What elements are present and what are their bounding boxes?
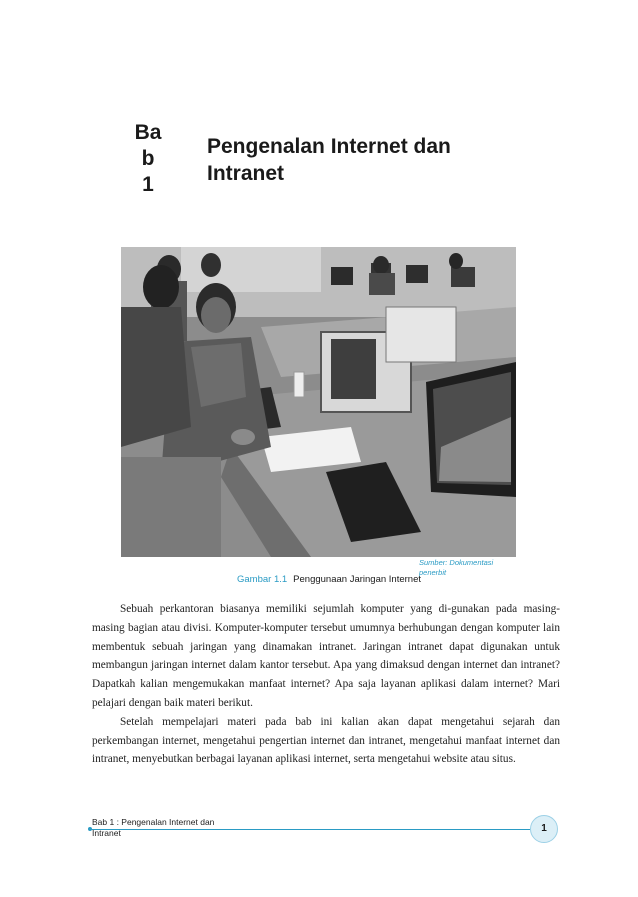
figure-source bbox=[419, 558, 519, 578]
body-text bbox=[92, 600, 560, 769]
figure-caption-text: Penggunaan Jaringan Internet bbox=[293, 574, 421, 585]
computer-lab-photo bbox=[121, 247, 516, 557]
chapter-label bbox=[128, 120, 168, 198]
chapter-title-line: Intranet bbox=[207, 162, 285, 185]
chapter-title-line: Pengenalan Internet dan bbox=[207, 135, 451, 158]
figure-caption bbox=[237, 574, 427, 586]
page-number: 1 bbox=[530, 815, 558, 843]
chapter-label-line: 1 bbox=[142, 173, 154, 196]
running-head-line: Bab 1 : Pengenalan Internet dan bbox=[92, 817, 215, 827]
chapter-label-line: Ba bbox=[134, 121, 162, 144]
running-head bbox=[92, 817, 282, 839]
chapter-label-line: b bbox=[141, 147, 155, 170]
paragraph: Sebuah perkantoran biasanya memiliki sejumlah komputer yang di-gunakan pada masing-masing bagian atau divisi. Komputer-komputer tersebut umumnya berhubungan dengan komputer lain membentuk sebuah jaringan yang dinamakan intranet. Jaringan intranet dapat digunakan untuk membangun jaringan internet dalam kantor tersebut. Apa yang dimaksud dengan internet dan intranet? Dapatkah kalian mengemukakan manfaat internet? Apa saja layanan aplikasi dalam internet? Mari pelajari dengan baik materi berikut. bbox=[92, 603, 560, 709]
figure-caption-number: Gambar 1.1 bbox=[237, 574, 288, 585]
figure-source-line: Sumber: Dokumentasi bbox=[419, 558, 494, 567]
chapter-title bbox=[207, 133, 537, 187]
paragraph: Setelah mempelajari materi pada bab ini kalian akan dapat mengetahui sejarah dan perkembangan internet, mengetahui pengertian internet dan intranet, mengetahui manfaat internet dan intranet, menyebutkan berbagai layanan aplikasi internet, serta mengetahui website atau situs. bbox=[92, 715, 560, 766]
running-head-line: Intranet bbox=[92, 828, 121, 838]
figure-source-line: penerbit bbox=[419, 568, 447, 577]
